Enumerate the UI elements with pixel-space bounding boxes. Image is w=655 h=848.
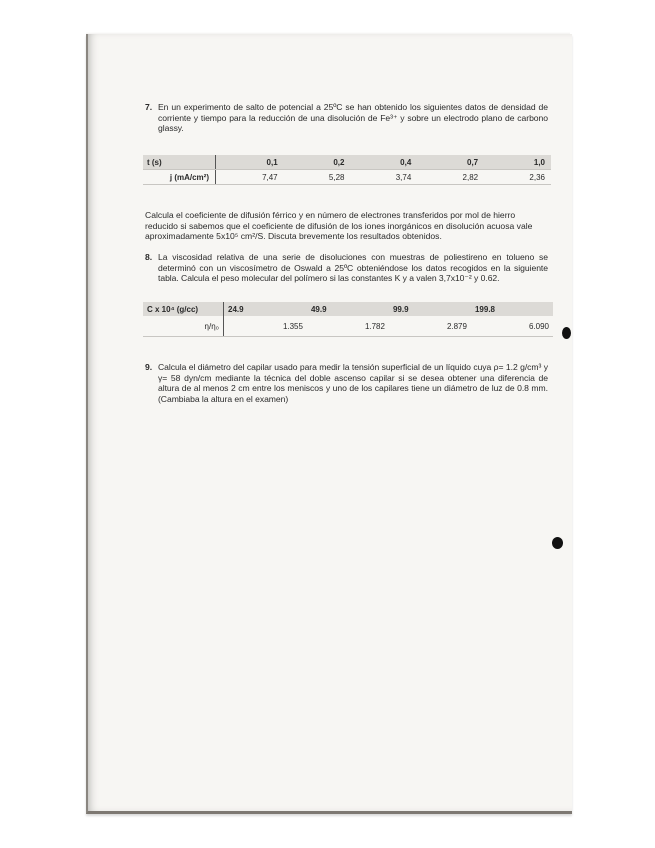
table-row-label: η/η₀ [143,316,224,337]
viscosity-table [143,302,553,337]
table-header-cell: 1,0 [484,155,551,170]
problem-text: La viscosidad relativa de una serie de disoluciones con muestras de poliestireno en tolueno se determinó con un viscosímetro de Oswald a 25ºC obteniéndose los datos recogidos en la siguiente tabla. Calcula el peso molecular del polímero si las constantes K y a valen 3,7x10⁻² y 0.62. [158,252,548,284]
problem-text: Calcula el diámetro del capilar usado para medir la tensión superficial de un líquido cuya ρ= 1.2 g/cm³ y γ= 58 dyn/cm mediante la técnica del doble ascenso capilar si se desea obtener una diferencia de altura de al menos 2 cm entre los meniscos y uno de los capilares tiene un diámetro de luz de 0.8 mm. (Cambiaba la altura en el examen) [158,362,548,404]
problem-number: 8. [145,252,153,262]
table-header-row [143,302,553,316]
punch-hole-upper [562,327,571,339]
table-row [143,316,553,337]
punch-hole-lower [552,537,563,549]
table-header-cell: 99.9 [389,302,471,316]
problem-text: En un experimento de salto de potencial a 25ºC se han obtenido los siguientes datos de densidad de corriente y tiempo para la reducción de una disolución de Fe³⁺ y sobre un electrodo plano de carbono glassy. [158,102,548,134]
problem-number: 9. [145,362,153,372]
table-cell: 1.355 [224,316,307,337]
table-header-cell: 49.9 [307,302,389,316]
table-header-cell: 0,2 [284,155,351,170]
table-cell: 5,28 [284,170,351,185]
scanned-page [86,34,572,814]
table-header-cell: 199.8 [471,302,553,316]
current-density-table [143,155,551,185]
problem-number: 7. [145,102,153,112]
table-cell: 7,47 [216,170,284,185]
table-cell: 3,74 [350,170,417,185]
problem-7-question: Calcula el coeficiente de difusión férrico y en número de electrones transferidos por mol de hierro reducido si sabemos que el coeficiente de difusión de los iones inorgánicos en disolución acuosa vale aproximadamente 5x10⁵ cm²/S. Discuta brevemente los resultados obtenidos. [145,210,533,242]
table-header-cell: 0,7 [417,155,484,170]
table-header-cell: 24.9 [224,302,307,316]
table-header-cell: 0,4 [350,155,417,170]
table-row [143,170,551,185]
table-header-row [143,155,551,170]
table-header-cell: 0,1 [216,155,284,170]
table-cell: 6.090 [471,316,553,337]
table-header-label: C x 10⁴ (g/cc) [143,302,224,316]
table-cell: 1.782 [307,316,389,337]
table-cell: 2.879 [389,316,471,337]
table-cell: 2,82 [417,170,484,185]
table-cell: 2,36 [484,170,551,185]
table-row-label: j (mA/cm²) [143,170,216,185]
table-header-label: t (s) [143,155,216,170]
